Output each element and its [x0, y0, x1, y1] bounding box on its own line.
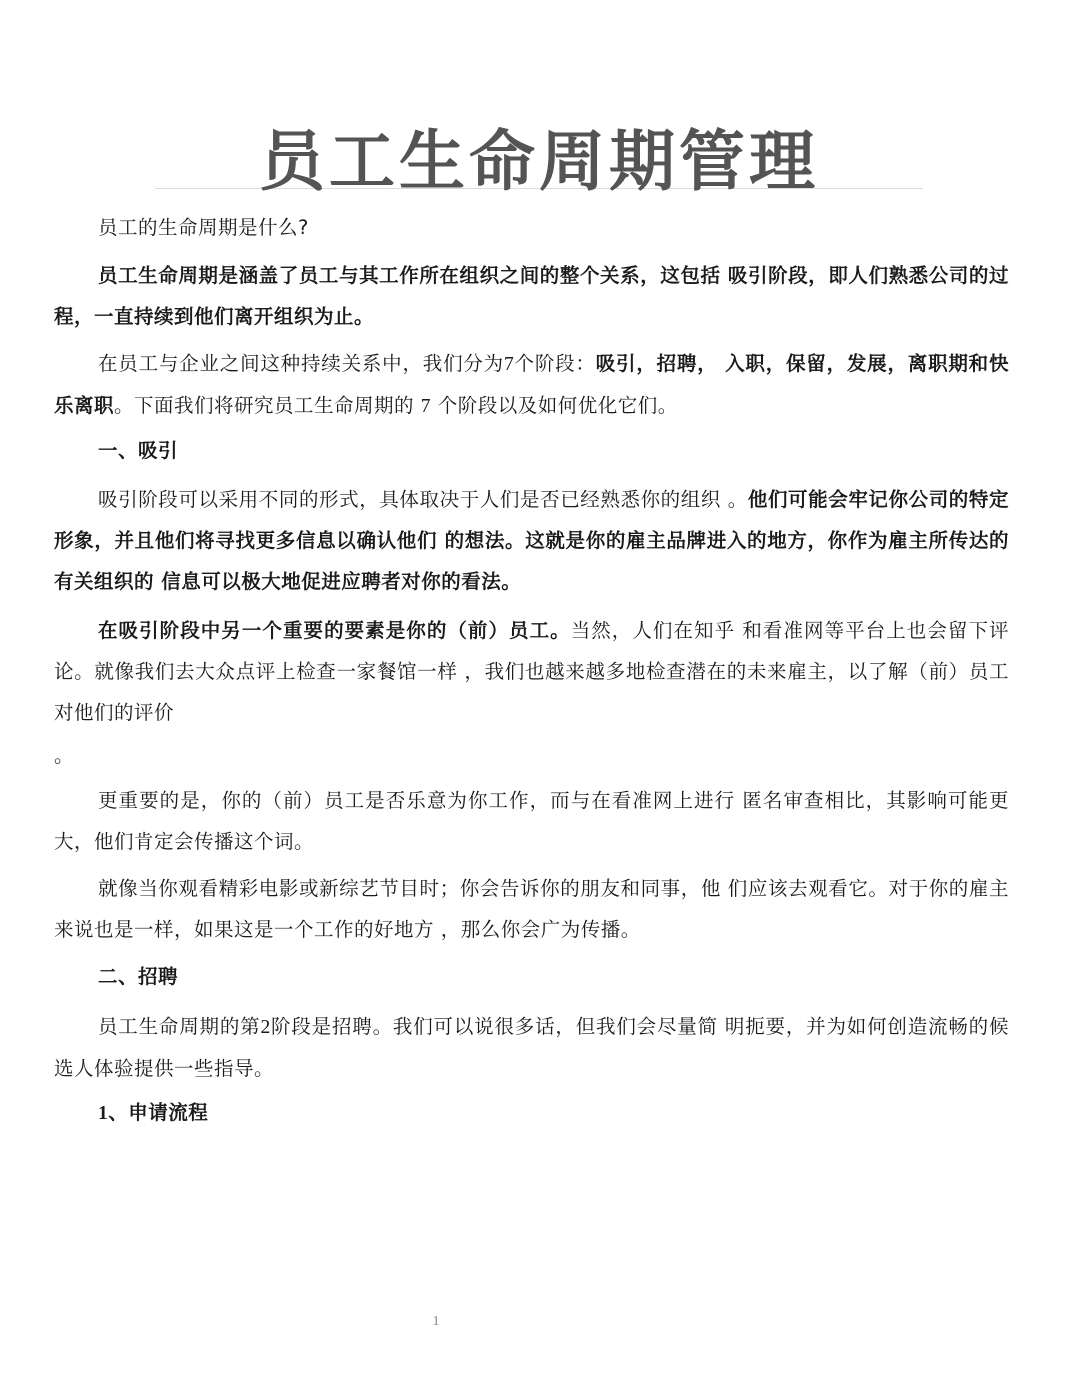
- page-number: 1: [432, 1314, 440, 1329]
- attract-p2-normal: 当然，人们在知乎 和看准网等平台上也会留下评论。就像我们去大众点评上检查一家餐馆一样 ，我们也越来越多地检查潜在的未来雇主，以了解（前）员工对他们的评价: [54, 619, 1009, 724]
- overview-mid: 个阶段：: [514, 352, 596, 375]
- overview-lead: 在员工与企业之间这种持续关系中，我们分为: [98, 352, 504, 375]
- attract-p1-bold: 他们可能会牢记你公司的特定形象，并且他们将寻找更多信息以确认他们 的想法。这就是你的雇主品牌进入的地方，你作为雇主所传达的有关组织的 信息可以极大地促进应聘者对你的看法。: [54, 488, 1009, 593]
- attract-p1-normal: 吸引阶段可以采用不同的形式，具体取决于人们是否已经熟悉你的组织 。: [98, 488, 748, 511]
- recruit-p1-tail: 阶段是招聘。我们可以说很多话，但我们会尽量简 明扼要，并为如何创造流畅的候选人体验提供一些指导。: [54, 1015, 1009, 1080]
- definition-paragraph: [54, 255, 1009, 337]
- title-block: [155, 120, 923, 198]
- overview-paragraph: [54, 343, 1009, 427]
- subheading-number: 1: [98, 1103, 109, 1124]
- overview-stage-count: 7: [503, 354, 515, 375]
- recruit-stage-number: 2: [260, 1017, 271, 1038]
- attract-paragraph-3: 更重要的是，你的（前）员工是否乐意为你工作，而与在看准网上进行 匿名审查相比，其影响可能更大，他们肯定会传播这个词。: [54, 789, 1009, 853]
- attract-paragraph-2: [54, 610, 1009, 733]
- attract-paragraph-4: 就像当你观看精彩电影或新综艺节目时；你会告诉你的朋友和同事，他 们应该去观看它。对于你的雇主来说也是一样，如果这是一个工作的好地方 ，那么你会广为传播。: [54, 877, 1009, 941]
- section-heading-attract: 一、吸引: [98, 439, 179, 462]
- subheading-application-process: [98, 1092, 208, 1134]
- attract-p2-bold: 在吸引阶段中另一个重要的要素是你的（前）员工。: [98, 619, 571, 642]
- definition-text: 员工生命周期是涵盖了员工与其工作所在组织之间的整个关系，这包括 吸引阶段，即人们熟悉公司的过程，一直持续到他们离开组织为止。: [54, 264, 1009, 328]
- overview-tail-a: 。下面我们将研究员工生命周期的: [114, 394, 415, 417]
- attract-paragraph-1: [54, 479, 1009, 602]
- section-heading-recruit: 二、招聘: [98, 965, 179, 988]
- page-title: 员工生命周期管理: [259, 123, 819, 200]
- overview-stage-count-2: 7: [420, 396, 431, 417]
- attract-p2-period: 。: [54, 744, 74, 767]
- overview-stages: 吸引，招聘， 入职，保留，发展，离职期和快乐离职: [54, 352, 1009, 417]
- subheading-text: 、申请流程: [108, 1101, 209, 1124]
- question-paragraph: 员工的生命周期是什么?: [98, 216, 309, 239]
- recruit-p1-lead: 员工生命周期的第: [98, 1015, 261, 1038]
- recruit-paragraph-1: [54, 1006, 1009, 1089]
- overview-tail-b: 个阶段以及如何优化它们。: [437, 394, 678, 417]
